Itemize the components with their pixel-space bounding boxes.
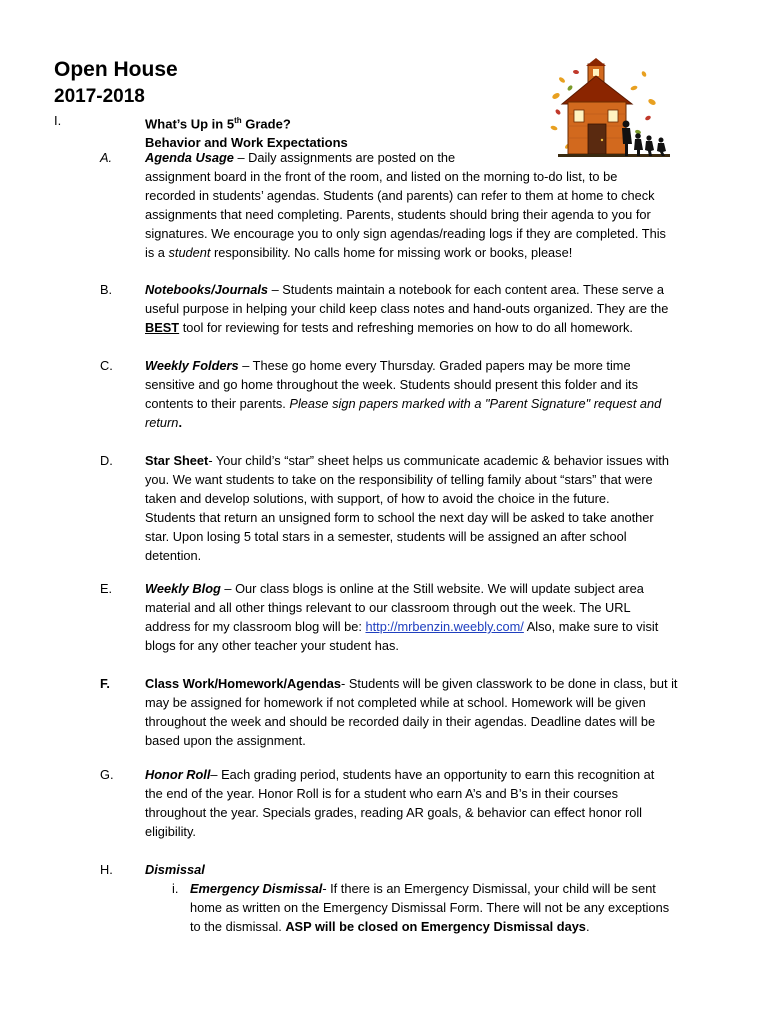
item-title: Weekly Folders (145, 358, 239, 373)
item-body: Star Sheet- Your child’s “star” sheet helps us communicate academic & behavior issues with you. We want students to take on the responsibility of telling family about “stars” that were taken and develop solutions, with support, of how to avoid the choice in the future. Students that return an unsigned form to school the next day will be asked to take another star. Upon losing 5 total stars in a semester, students will be assigned an after school detention. (145, 453, 669, 563)
item-letter: F. (100, 676, 110, 691)
item-body: Class Work/Homework/Agendas- Students will be given classwork to be done in class, but it may be assigned for homework if not completed while at school. Homework will be given throughout the week and should be recorded daily in their agendas. Deadline dates will be based upon the assignment. (145, 676, 678, 748)
item-body: Weekly Blog – Our class blogs is online at the Still website. We will update subject area material and all other things relevant to our classroom through out the week. The URL address for my classroom blog will be: http://mrbenzin.weebly.com/ Also, make sure to visit blogs for any other teacher your student has. (145, 581, 659, 653)
section-number: I. (54, 113, 62, 128)
item-title: Dismissal (145, 862, 205, 877)
item-title: Agenda Usage (145, 150, 234, 165)
item-body: Agenda Usage – Daily assignments are posted on the assignment board in the front of the room, and listed on the morning to-do list, to be recorded in students’ agendas. Students (and parents) can refer to them at home to check assignments that need completing. Parents, students should bring their agenda to you for signatures. We encourage you to only sign agendas/reading logs if they are completed. This is a student responsibility. No calls home for missing work or books, please! (145, 150, 666, 260)
item-body: Weekly Folders – These go home every Thursday. Graded papers may be more time sensitive and go home throughout the week. Students should present this folder and its contents to their parents. Please sign papers marked with a "Parent Signature" request and return. (145, 358, 662, 430)
item-letter: H. (100, 862, 113, 877)
blog-url-link[interactable]: http://mrbenzin.weebly.com/ (365, 619, 524, 634)
page-title: Open House (54, 58, 178, 81)
item-letter: B. (100, 282, 113, 297)
item-letter: A. (100, 150, 113, 165)
item-letter: D. (100, 453, 113, 468)
item-body: Notebooks/Journals – Students maintain a notebook for each content area. These serve a useful purpose in helping your child keep class notes and hand-outs organized. They are the BEST tool for reviewing for tests and refreshing memories on how to do all homework. (145, 282, 669, 335)
section-heading: What’s Up in 5th Grade? Behavior and Work Expectations (145, 116, 348, 150)
subitem-title: Emergency Dismissal (190, 881, 323, 896)
item-title: Honor Roll (145, 767, 211, 782)
item-letter: G. (100, 767, 114, 782)
item-body (145, 860, 720, 879)
subitem-body: Emergency Dismissal- If there is an Emergency Dismissal, your child will be sent home as written on the Emergency Dismissal Form. There will not be any exceptions to the dismissal. ASP will be closed on Emergency Dismissal days. (190, 881, 670, 934)
item-title: Notebooks/Journals (145, 282, 269, 297)
item-letter: C. (100, 358, 113, 373)
page-year: 2017-2018 (54, 86, 145, 107)
item-body: Honor Roll– Each grading period, students have an opportunity to earn this recognition at the end of the year. Honor Roll is for a student who earn A’s and B’s in their courses throughout the year. Specials grades, reading AR goals, & behavior can effect honor roll eligibility. (145, 767, 655, 839)
item-title: Weekly Blog (145, 581, 221, 596)
item-title: Class Work/Homework/Agendas (145, 676, 342, 691)
item-title: Star Sheet (145, 453, 209, 468)
item-letter: E. (100, 581, 113, 596)
subitem-number: i. (172, 881, 179, 896)
